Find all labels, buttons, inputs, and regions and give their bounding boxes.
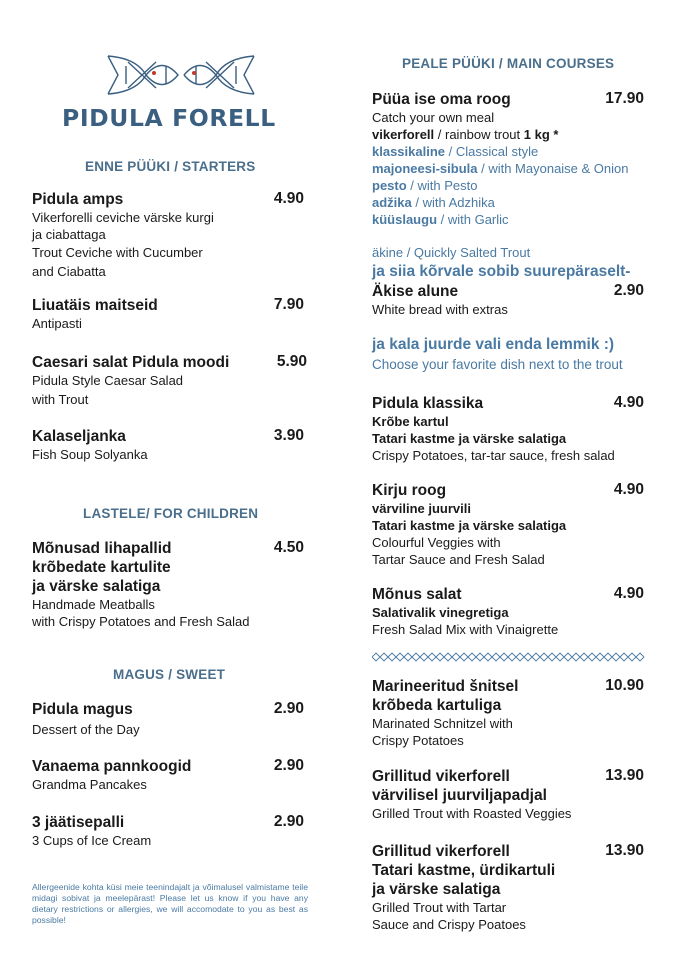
item-desc: Catch your own meal	[372, 110, 495, 125]
item-price: 17.90	[605, 90, 644, 107]
item-name: Caesari salat Pidula moodi	[32, 354, 230, 371]
item-price: 5.90	[276, 353, 307, 370]
menu-item	[32, 427, 304, 463]
item-sub: värviline juurvili	[372, 501, 471, 516]
item-price: 10.90	[605, 677, 644, 694]
item-desc: Vikerforelli ceviche värske kurgi	[32, 210, 214, 225]
item-price: 13.90	[605, 842, 644, 859]
diamond-divider	[372, 652, 646, 662]
logo	[62, 52, 278, 132]
item-desc	[372, 126, 644, 143]
allergen-note: Allergeenide kohta küsi meie teenindajalt ja võimalusel valmistame teile midagi sobivat ja meelepärast! Please let us know if you have any dietary restrictions or allergies, we will accomodate to you as best as possible!	[32, 882, 308, 925]
item-name: Kalaseljanka	[32, 428, 126, 445]
item-desc: Crispy Potatoes, tar-tar sauce, fresh salad	[372, 448, 615, 463]
catch-item	[372, 90, 644, 228]
item-price: 13.90	[605, 767, 644, 784]
side-item	[372, 585, 644, 638]
sweet-heading: MAGUS / SWEET	[113, 667, 226, 682]
item-desc: Crispy Potatoes	[372, 733, 464, 748]
item-name: 3 jäätisepalli	[32, 814, 125, 831]
menu-item	[32, 353, 307, 408]
item-price: 4.90	[613, 481, 644, 498]
item-name: ja värske salatiga	[372, 881, 501, 898]
item-desc: with Crispy Potatoes and Fresh Salad	[32, 614, 250, 629]
item-sub: Tatari kastme ja värske salatiga	[372, 431, 567, 446]
item-sub: Krõbe kartul	[372, 414, 449, 429]
item-name: Pidula magus	[32, 701, 133, 718]
item-desc: Dessert of the Day	[32, 722, 140, 737]
item-name: Mõnus salat	[372, 586, 462, 603]
item-sub: Tatari kastme ja värske salatiga	[372, 518, 567, 533]
item-desc: Colourful Veggies with	[372, 535, 501, 550]
item-name: Vanaema pannkoogid	[32, 758, 192, 775]
item-desc: 3 Cups of Ice Cream	[32, 833, 152, 848]
item-name: värvilisel juurviljapadjal	[372, 787, 547, 804]
menu-item	[32, 757, 304, 793]
fish-logo-icon	[106, 52, 256, 98]
item-price: 2.90	[613, 282, 644, 299]
style-option: klassikaline / Classical style	[372, 144, 539, 159]
item-name: Püüa ise oma roog	[372, 91, 511, 108]
item-price: 2.90	[273, 813, 304, 830]
item-price: 4.90	[613, 585, 644, 602]
item-sub: Salativalik vinegretiga	[372, 605, 509, 620]
menu-item	[32, 539, 304, 630]
style-option: küüslaugu / with Garlic	[372, 212, 509, 227]
side-heading: ja siia kõrvale sobib suurepäraselt-	[372, 263, 631, 280]
menu-item	[372, 767, 644, 822]
item-price: 4.90	[613, 394, 644, 411]
item-name: Grillitud vikerforell	[372, 843, 510, 860]
item-price: 2.90	[273, 700, 304, 717]
menu-item	[372, 677, 644, 749]
item-desc: Grilled Trout with Roasted Veggies	[372, 806, 572, 821]
item-price: 4.50	[273, 539, 304, 556]
style-option: majoneesi-sibula / with Mayonaise & Onion	[372, 161, 629, 176]
item-name: Pidula amps	[32, 191, 124, 208]
style-option: pesto / with Pesto	[372, 178, 478, 193]
item-name: Tatari kastme, ürdikartuli	[372, 862, 556, 879]
item-desc: Pidula Style Caesar Salad	[32, 373, 184, 388]
side-item	[372, 481, 644, 568]
menu-item	[372, 842, 644, 933]
menu-item	[32, 296, 304, 332]
item-desc: Trout Ceviche with Cucumber	[32, 245, 203, 260]
starters-heading: ENNE PÜÜKI / STARTERS	[85, 159, 256, 174]
item-desc: with Trout	[32, 392, 89, 407]
item-desc: Handmade Meatballs	[32, 597, 155, 612]
trout-label: vikerforell	[372, 127, 435, 142]
item-name: krõbedate kartulite	[32, 559, 171, 576]
trout-weight: 1 kg *	[523, 127, 559, 142]
item-desc: and Ciabatta	[32, 264, 106, 279]
menu-item	[32, 190, 304, 280]
item-name: ja värske salatiga	[32, 578, 161, 595]
akine-option: äkine / Quickly Salted Trout	[372, 245, 531, 260]
item-name: krõbeda kartuliga	[372, 697, 502, 714]
item-desc: Fish Soup Solyanka	[32, 447, 148, 462]
item-price: 3.90	[273, 427, 304, 444]
brand-name: PIDULA FORELL	[62, 104, 276, 132]
choose-heading: ja kala juurde vali enda lemmik :)	[372, 336, 615, 353]
item-desc: Grandma Pancakes	[32, 777, 147, 792]
item-desc: Fresh Salad Mix with Vinaigrette	[372, 622, 559, 637]
side-item	[372, 394, 644, 464]
menu-item	[32, 813, 304, 849]
item-price: 7.90	[273, 296, 304, 313]
item-desc: Antipasti	[32, 316, 82, 331]
item-desc: Sauce and Crispy Poatoes	[372, 917, 526, 932]
item-name: Kirju roog	[372, 482, 447, 499]
menu-item	[32, 700, 304, 738]
children-heading: LASTELE/ FOR CHILDREN	[83, 506, 259, 521]
item-desc: Marinated Schnitzel with	[372, 716, 513, 731]
item-desc: ja ciabattaga	[32, 227, 106, 242]
item-name: Marineeritud šnitsel	[372, 678, 519, 695]
style-option: adžika / with Adzhika	[372, 195, 495, 210]
item-name: Pidula klassika	[372, 395, 484, 412]
item-desc: White bread with extras	[372, 302, 508, 317]
item-desc: Grilled Trout with Tartar	[372, 900, 507, 915]
item-desc: Tartar Sauce and Fresh Salad	[372, 552, 545, 567]
item-price: 4.90	[273, 190, 304, 207]
item-name: Liuatäis maitseid	[32, 297, 158, 314]
item-name: Mõnusad lihapallid	[32, 540, 172, 557]
menu-item	[372, 282, 644, 318]
item-price: 2.90	[273, 757, 304, 774]
item-name: Grillitud vikerforell	[372, 768, 510, 785]
item-name: Äkise alune	[372, 283, 459, 300]
choose-subheading: Choose your favorite dish next to the trout	[372, 357, 623, 372]
trout-en: / rainbow trout	[434, 127, 524, 142]
main-heading: PEALE PÜÜKI / MAIN COURSES	[402, 56, 615, 71]
